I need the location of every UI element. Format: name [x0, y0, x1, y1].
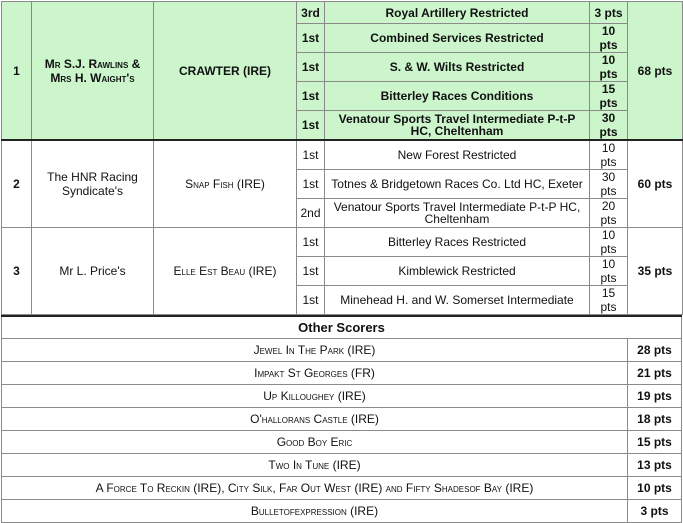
scorer-name: Impakt St Georges (FR)	[2, 362, 628, 385]
race-place: 1st	[297, 286, 325, 315]
race-name: Venatour Sports Travel Intermediate P-t-P HC, Cheltenham	[325, 111, 590, 141]
scorer-name: Jewel In The Park (IRE)	[2, 339, 628, 362]
table-row	[2, 2, 683, 24]
scorer-points: 13 pts	[627, 454, 681, 477]
race-points: 30 pts	[590, 111, 628, 141]
table-row	[2, 140, 683, 170]
table-row	[2, 477, 682, 500]
race-name: S. & W. Wilts Restricted	[325, 53, 590, 82]
owner-name: The HNR Racing Syndicate's	[32, 140, 154, 228]
race-points: 10 pts	[590, 228, 628, 257]
race-points: 20 pts	[590, 199, 628, 228]
table-row	[2, 316, 682, 339]
race-place: 1st	[297, 82, 325, 111]
race-name: Bitterley Races Conditions	[325, 82, 590, 111]
race-place: 1st	[297, 53, 325, 82]
scorer-name: Good Boy Eric	[2, 431, 628, 454]
position-cell: 3	[2, 228, 32, 315]
race-place: 1st	[297, 24, 325, 53]
total-points: 60 pts	[628, 140, 683, 228]
scorer-name: A Force To Reckin (IRE), City Silk, Far Out West (IRE) and Fifty Shadesof Bay (IRE)	[2, 477, 628, 500]
owner-name: Mr S.J. Rawlins & Mrs H. Waight's	[32, 2, 154, 141]
scorer-name: Two In Tune (IRE)	[2, 454, 628, 477]
race-name: Minehead H. and W. Somerset Intermediate	[325, 286, 590, 315]
table-row	[2, 362, 682, 385]
scorer-points: 28 pts	[627, 339, 681, 362]
race-place: 1st	[297, 111, 325, 141]
table-row	[2, 431, 682, 454]
race-points: 3 pts	[590, 2, 628, 24]
race-points: 15 pts	[590, 82, 628, 111]
race-place: 1st	[297, 257, 325, 286]
table-row	[2, 228, 683, 257]
scorer-name: Up Killoughey (IRE)	[2, 385, 628, 408]
race-place: 3rd	[297, 2, 325, 24]
race-points: 10 pts	[590, 140, 628, 170]
race-points: 30 pts	[590, 170, 628, 199]
race-name: Bitterley Races Restricted	[325, 228, 590, 257]
horse-name: Elle Est Beau (IRE)	[154, 228, 297, 315]
table-row	[2, 385, 682, 408]
race-name: Totnes & Bridgetown Races Co. Ltd HC, Exeter	[325, 170, 590, 199]
race-place: 2nd	[297, 199, 325, 228]
race-place: 1st	[297, 140, 325, 170]
race-points: 10 pts	[590, 53, 628, 82]
scorer-points: 18 pts	[627, 408, 681, 431]
race-place: 1st	[297, 170, 325, 199]
race-name: Kimblewick Restricted	[325, 257, 590, 286]
race-name: Royal Artillery Restricted	[325, 2, 590, 24]
total-points: 68 pts	[628, 2, 683, 141]
scorer-points: 15 pts	[627, 431, 681, 454]
race-points: 15 pts	[590, 286, 628, 315]
owner-name: Mr L. Price's	[32, 228, 154, 315]
race-name: Venatour Sports Travel Intermediate P-t-P HC, Cheltenham	[325, 199, 590, 228]
leading-owners-table	[1, 1, 683, 315]
race-place: 1st	[297, 228, 325, 257]
table-row	[2, 408, 682, 431]
scorer-name: O'hallorans Castle (IRE)	[2, 408, 628, 431]
race-name: New Forest Restricted	[325, 140, 590, 170]
other-scorers-heading: Other Scorers	[2, 316, 682, 339]
race-points: 10 pts	[590, 24, 628, 53]
table-row	[2, 339, 682, 362]
scorer-name: Bulletofexpression (IRE)	[2, 500, 628, 523]
scorer-points: 3 pts	[627, 500, 681, 523]
table-row	[2, 454, 682, 477]
position-cell: 2	[2, 140, 32, 228]
other-scorers-table	[1, 315, 682, 523]
race-points: 10 pts	[590, 257, 628, 286]
horse-name: Snap Fish (IRE)	[154, 140, 297, 228]
scorer-points: 10 pts	[627, 477, 681, 500]
race-name: Combined Services Restricted	[325, 24, 590, 53]
position-cell: 1	[2, 2, 32, 141]
scorer-points: 21 pts	[627, 362, 681, 385]
horse-name: CRAWTER (IRE)	[154, 2, 297, 141]
total-points: 35 pts	[628, 228, 683, 315]
scorer-points: 19 pts	[627, 385, 681, 408]
table-row	[2, 500, 682, 523]
